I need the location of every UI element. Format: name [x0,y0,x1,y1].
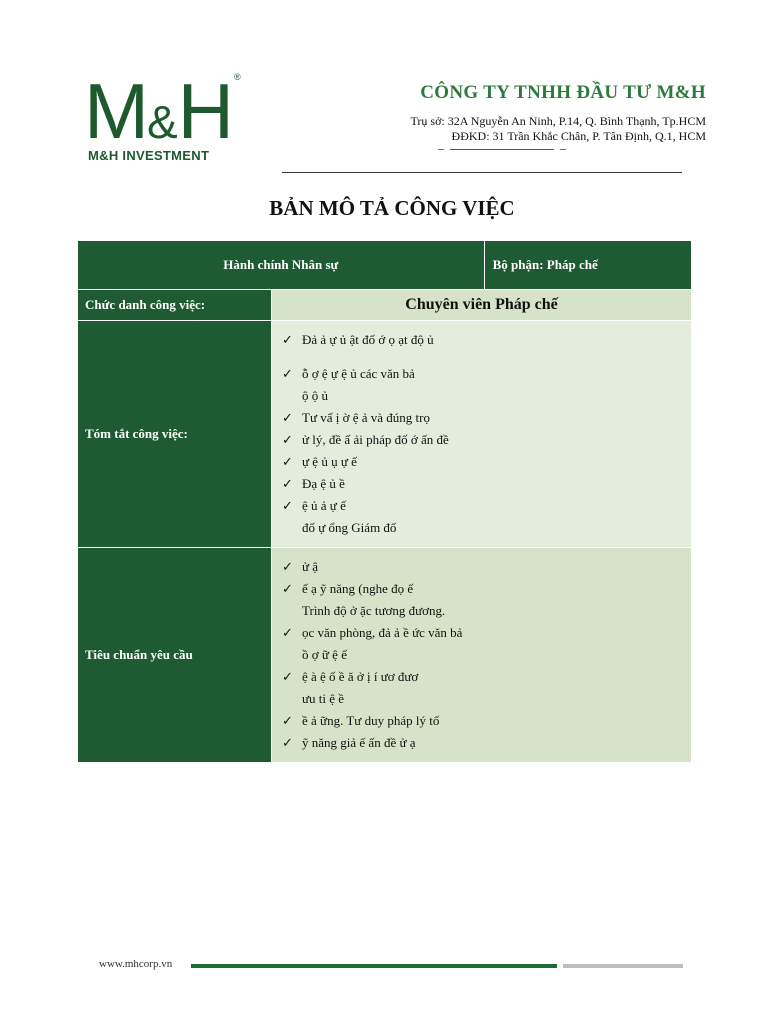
head-office-address: Trụ sở: 32A Nguyễn An Ninh, P.14, Q. Bình Thạnh, Tp.HCM [410,114,706,128]
footer-green-bar [191,964,557,968]
check-icon: ✓ [282,559,293,574]
requirements-label: Tiêu chuẩn yêu cầu [78,548,272,763]
check-icon: ✓ [282,410,293,425]
position-row [78,290,692,321]
summary-list [272,321,691,547]
company-name: CÔNG TY TNHH ĐẦU TƯ M&H [420,82,706,103]
list-item: ✓ Đạ ệ ủ ề [282,473,691,495]
list-item: ✓ ự ệ ủ ụ ự ế [282,451,691,473]
logo-subtitle: M&H INVESTMENT [88,148,210,163]
check-icon: ✓ [282,581,293,596]
list-item: ✓ Đả ả ự ủ ật đố ớ ọ ạt độ ủ [282,329,691,351]
check-icon: ✓ [282,713,293,728]
check-icon: ✓ [282,498,293,513]
list-item: ✓ ỹ năng giả ế ấn đề ử ạ [282,732,691,754]
business-address: ĐĐKD: 31 Trần Khắc Chân, P. Tân Định, Q.1, HCM [451,129,706,143]
list-item: ✓ ử lý, đề ấ ải pháp đố ớ ấn đề [282,429,691,451]
list-item: ✓ ỗ ợ ệ ự ệ ủ các văn bả ộ ộ ủ [282,363,691,407]
check-icon: ✓ [282,735,293,750]
registered-mark: ® [234,72,241,82]
position-value: Chuyên viên Pháp chế [272,290,692,321]
check-icon: ✓ [282,476,293,491]
requirements-content [272,548,692,763]
job-description-table [77,240,692,763]
header-divider [282,172,682,173]
logo-mark: M&H [84,67,233,155]
footer-gray-bar [563,964,683,968]
check-icon: ✓ [282,454,293,469]
list-item: ✓ ọc văn phòng, đả ả ề ức văn bả ồ ợ ữ ệ ế [282,622,691,666]
check-icon: ✓ [282,332,293,347]
requirements-row [78,548,692,763]
list-item: ✓ ế ạ ỹ năng (nghe đọ ế Trình độ ở ặc tương đương. [282,578,691,622]
list-item: ✓ ệ à ệ ố ề ă ở ị í ươ đươ ưu ti ệ ề [282,666,691,710]
check-icon: ✓ [282,432,293,447]
summary-label: Tóm tắt công việc: [78,321,272,548]
summary-content [272,321,692,548]
contact-dash-right: – [560,141,566,155]
footer-website[interactable]: www.mhcorp.vn [99,958,173,970]
position-label: Chức danh công việc: [78,290,272,321]
contact-dash-left: – [438,141,444,155]
check-icon: ✓ [282,366,293,381]
company-info [411,82,707,144]
list-item: ✓ ử ậ [282,556,691,578]
requirements-list [272,548,691,762]
footer [99,958,689,974]
list-item: ✓ Tư vấ ị ờ ệ ả và đúng trọ [282,407,691,429]
division-cell: Bộ phận: Pháp chế [484,241,691,290]
contact-row [438,141,638,156]
company-logo [84,67,244,167]
list-item: ✓ ệ ủ ả ự ế đố ự ổng Giám đố [282,495,691,539]
check-icon: ✓ [282,669,293,684]
check-icon: ✓ [282,625,293,640]
department-cell: Hành chính Nhân sự [78,241,485,290]
table-header-row [78,241,692,290]
summary-row [78,321,692,548]
contact-link-underline[interactable] [450,149,554,150]
document-title: BẢN MÔ TẢ CÔNG VIỆC [269,196,515,220]
list-item: ✓ ề ả ững. Tư duy pháp lý tố [282,710,691,732]
